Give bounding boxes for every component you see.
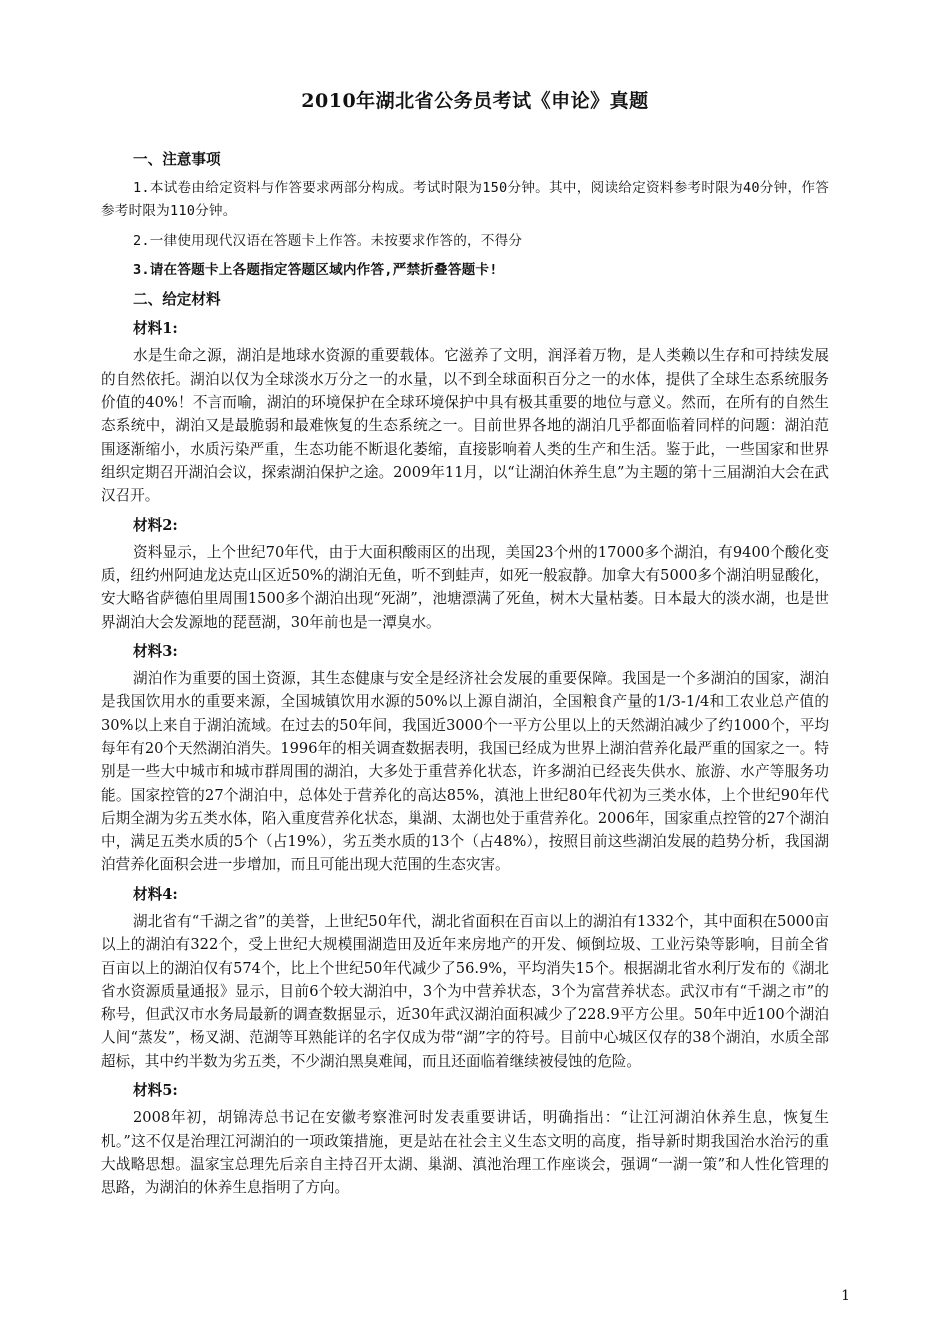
material-4-text: 湖北省有“千湖之省”的美誉，上世纪50年代，湖北省面积在百亩以上的湖泊有1332个，其中面积在5000亩以上的湖泊有322个，受上世纪大规模围湖造田及近年来房地产的开发、倾倒垃圾、工业污染等影响，目前全省百亩以上的湖泊仅有574个，比上个世纪50年代减少了56.9%，平均消失15个。根据湖北省水利厅发布的《湖北省水资源质量通报》显示，目前6个较大湖泊中，3个为中营养状态，3个为富营养状态。武汉市有“千湖之市”的称号，但武汉市水务局最新的调查数据显示，近30年武汉湖泊面积减少了228.9平方公里。50年中近100个湖泊人间“蒸发”，杨叉湖、范湖等耳熟能详的名字仅成为带“湖”字的符号。目前中心城区仅存的38个湖泊，水质全部超标，其中约半数为劣五类，不少湖泊黑臭难闻，而且还面临着继续被侵蚀的危险。 (101, 912, 829, 1070)
material-2-text: 资料显示，上个世纪70年代，由于大面积酸雨区的出现，美国23个州的17000多个湖泊，有9400个酸化变质，纽约州阿迪龙达克山区近50%的湖泊无鱼，听不到蛙声，如死一般寂静。加拿大有5000多个湖泊明显酸化，安大略省萨德伯里周围1500多个湖泊出现“死湖”，池塘漂满了死鱼，树木大量枯萎。日本最大的淡水湖，也是世界湖泊大会发源地的琵琶湖，30年前也是一潭臭水。 (101, 543, 829, 631)
material-3-text: 湖泊作为重要的国土资源，其生态健康与安全是经济社会发展的重要保障。我国是一个多湖泊的国家，湖泊是我国饮用水的重要来源，全国城镇饮用水源的50%以上源自湖泊，全国粮食产量的1/3-1/4和工农业总产值的30%以上来自于湖泊流域。在过去的50年间，我国近3000个一平方公里以上的天然湖泊减少了约1000个，平均每年有20个天然湖泊消失。1996年的相关调查数据表明，我国已经成为世界上湖泊营养化最严重的国家之一。特别是一些大中城市和城市群周围的湖泊，大多处于重营养化状态，许多湖泊已经丧失供水、旅游、水产等服务功能。国家控管的27个湖泊中，总体处于营养化的高达85%，滇池上世纪80年代初为三类水体，上个世纪90年代后期全湖为劣五类水体，陷入重度营养化状态，巢湖、太湖也处于重营养化。2006年，国家重点控管的27个湖泊中，满足五类水质的5个（占19%），劣五类水质的13个（占48%），按照目前这些湖泊发展的趋势分析，我国湖泊营养化面积会进一步增加，而且可能出现大范围的生态灾害。 (101, 670, 829, 874)
notice-item-2: 2.一律使用现代汉语在答题卡上作答。未按要求作答的，不得分 (133, 232, 523, 249)
material-1-label: 材料1: (133, 320, 178, 338)
notice-item-1: 1.本试卷由给定资料与作答要求两部分构成。考试时限为150分钟。其中，阅读给定资料参考时限为40分钟，作答参考时限为110分钟。 (101, 180, 829, 220)
document-title: 2010年湖北省公务员考试《申论》真题 (301, 90, 649, 112)
material-1-text: 水是生命之源，湖泊是地球水资源的重要载体。它滋养了文明，润泽着万物，是人类赖以生存和可持续发展的自然依托。湖泊以仅为全球淡水万分之一的水量，以不到全球面积百分之一的水体，提供了全球生态系统服务价值的40%！不言而喻，湖泊的环境保护在全球环境保护中具有极其重要的地位与意义。然而，在所有的自然生态系统中，湖泊又是最脆弱和最难恢复的生态系统之一。目前世界各地的湖泊几乎都面临着同样的问题：湖泊范围逐渐缩小，水质污染严重，生态功能不断退化萎缩，直接影响着人类的生产和生活。鉴于此，一些国家和世界组织定期召开湖泊会议，探索湖泊保护之途。2009年11月，以“让湖泊休养生息”为主题的第十三届湖泊大会在武汉召开。 (101, 347, 829, 505)
page-number: 1 (841, 1288, 850, 1304)
material-2-label: 材料2: (133, 516, 178, 534)
material-5-text: 2008年初，胡锦涛总书记在安徽考察淮河时发表重要讲话，明确指出：“让江河湖泊休养生息，恢复生机。”这不仅是治理江河湖泊的一项政策措施，更是站在社会主义生态文明的高度，指导新时期我国治水治污的重大战略思想。温家宝总理先后亲自主持召开太湖、巢湖、滇池治理工作座谈会，强调“一湖一策”和人性化管理的思路，为湖泊的休养生息指明了方向。 (101, 1109, 829, 1197)
material-3-label: 材料3: (133, 642, 178, 660)
notice-item-3: 3.请在答题卡上各题指定答题区域内作答,严禁折叠答题卡! (133, 261, 498, 278)
material-5-label: 材料5: (133, 1082, 178, 1100)
section-heading-materials: 二、给定材料 (133, 291, 221, 309)
section-heading-notes: 一、注意事项 (133, 151, 221, 168)
material-4-label: 材料4: (133, 885, 178, 903)
document-content (101, 148, 829, 1205)
